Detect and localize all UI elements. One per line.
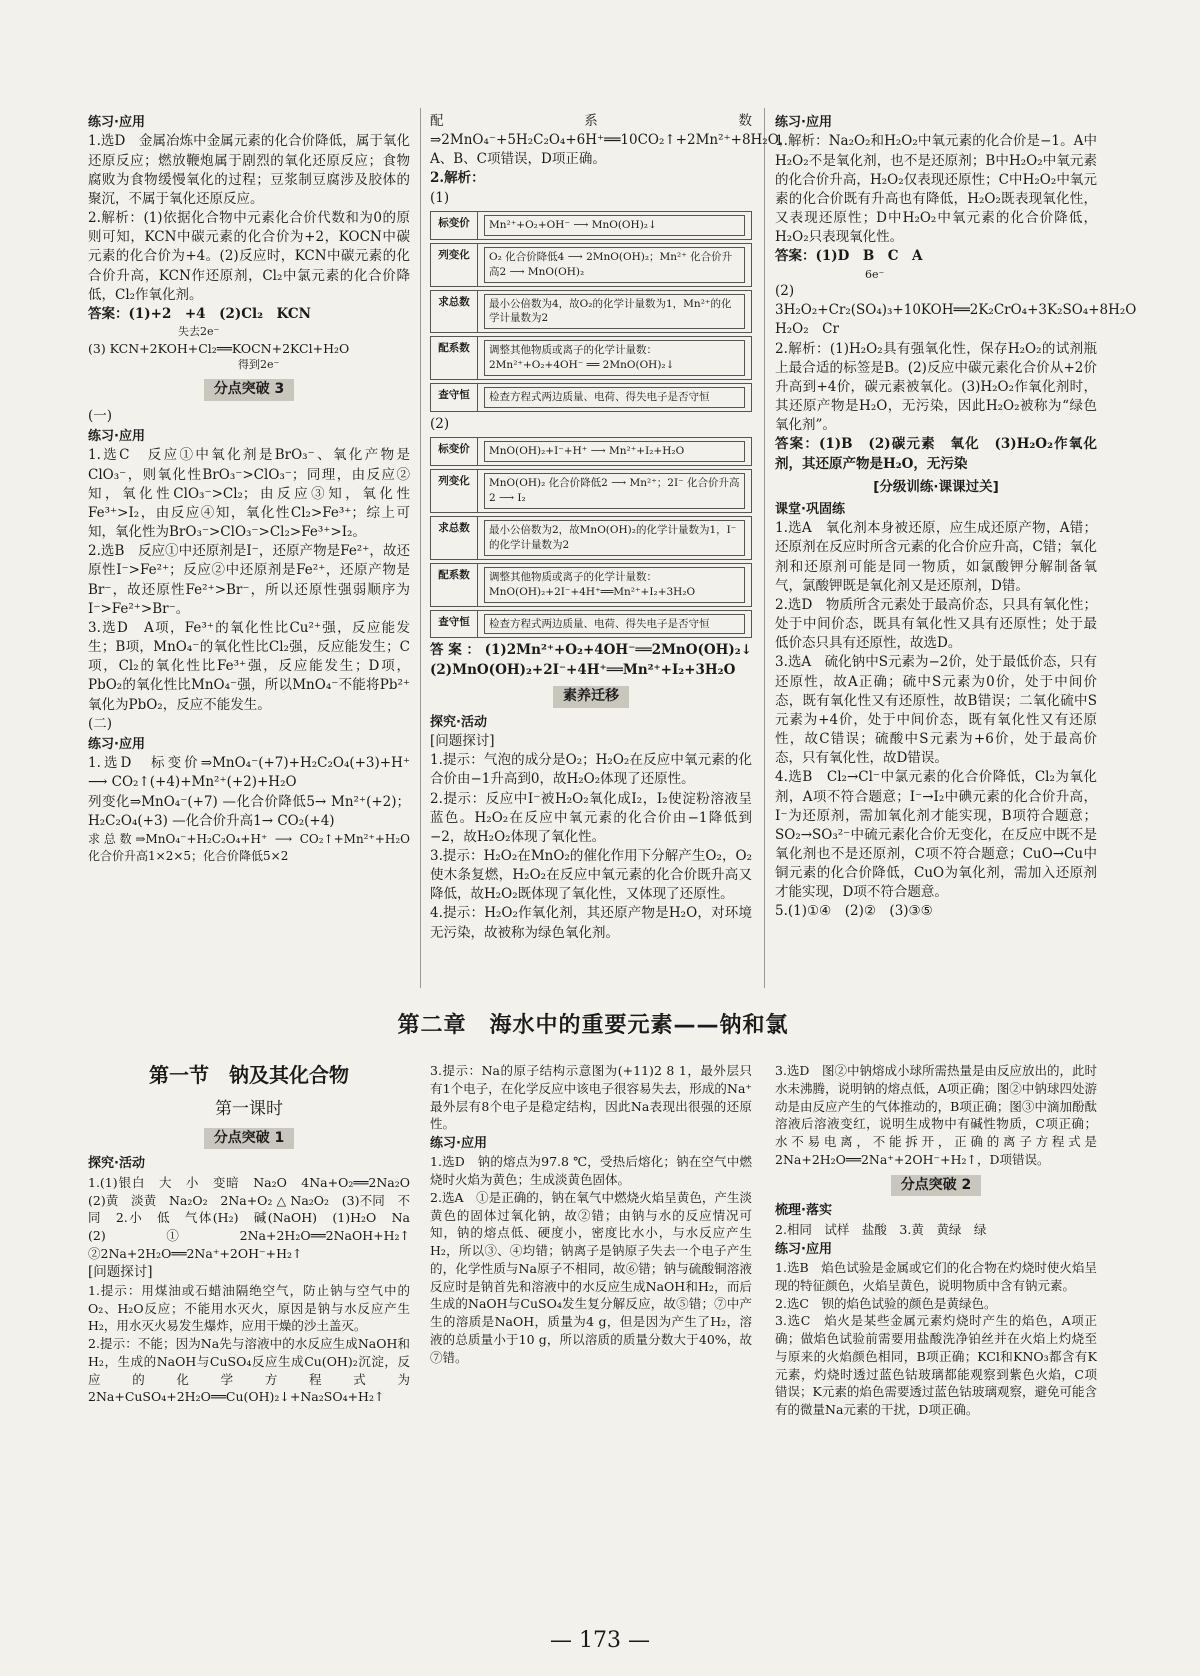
answer-paragraph: 2.选B 反应①中还原剂是I⁻，还原产物是Fe²⁺，故还原性I⁻>Fe²⁺；反应②中还原剂是Fe²⁺，还原产物是Br⁻，故还原性Fe²⁺>Br⁻，所以还原性强弱顺序为I⁻>Fe²⁺>Br⁻。 — [88, 543, 410, 617]
answer-paragraph: 2.提示：反应中I⁻被H₂O₂氧化成I₂，I₂使淀粉溶液呈蓝色。H₂O₂在反应中氧元素的化合价由−1降低到−2，故H₂O₂体现了氧化性。 — [430, 790, 752, 845]
answer-paragraph: 2.相同 试样 盐酸 3.黄 黄绿 绿 — [775, 1221, 987, 1237]
lower-column-1 — [88, 1055, 423, 1406]
section-bar-label: 分点突破 3 — [204, 379, 295, 401]
section-bar-label: 素养迁移 — [553, 686, 629, 708]
answer-paragraph: 2.解析：(1)H₂O₂具有强氧化性，保存H₂O₂的试剂瓶上最合适的标签是B。(2)反应中碳元素化合价从+2价升高到+4价，碳元素被氧化。(3)H₂O₂作氧化剂时，其还原产物是H₂O，无污染，因此H₂O₂被称为“绿色氧化剂”。 — [775, 340, 1097, 434]
flow-step-content: 调整其他物质或离子的化学计量数：2Mn²⁺+O₂+4OH⁻ ══ 2MnO(OH)₂↓ — [484, 340, 745, 376]
lesson-title: 第一课时 — [215, 1099, 283, 1120]
flow-step — [430, 336, 752, 380]
part-label: (1) — [430, 189, 450, 206]
answer-paragraph: 配系数⇒2MnO₄⁻+5H₂C₂O₄+6H⁺══10CO₂↑+2Mn²⁺+8H₂O，A、B、C项错误，D项正确。 — [430, 113, 793, 168]
flow-step-label: 查守恒 — [431, 384, 478, 411]
flow-diagram-2 — [430, 437, 752, 638]
equation: (2) 3H₂O₂+Cr₂(SO₄)₃+10KOH══2K₂CrO₄+3K₂SO₄+8H₂O H₂O₂ Cr — [775, 283, 1150, 338]
flow-step-content: 调整其他物质或离子的化学计量数：MnO(OH)₂+2I⁻+4H⁺══Mn²⁺+I₂+3H₂O — [484, 567, 745, 603]
answer-line: 答案：(1)+2 +4 (2)Cl₂ KCN — [88, 305, 311, 322]
flow-step-content: Mn²⁺+O₂+OH⁻ ⟶ MnO(OH)₂↓ — [484, 215, 745, 236]
flow-step-content: 检查方程式两边质量、电荷、得失电子是否守恒 — [484, 387, 745, 408]
section-bar-label: 分点突破 1 — [204, 1128, 295, 1150]
section-label: 课堂·巩固练 — [775, 501, 845, 517]
flow-step — [430, 563, 752, 607]
electron-transfer-label: 6e⁻ — [865, 267, 885, 281]
section-label: 练习·应用 — [775, 1241, 832, 1257]
answer-paragraph: 1.解析：Na₂O₂和H₂O₂中氧元素的化合价是−1。A中H₂O₂不是氧化剂，也不是还原剂；B中H₂O₂中氧元素的化合价升高，H₂O₂仅表现还原性；C中H₂O₂中氧元素的化合价既有升高也有降低，H₂O₂既表现氧化性，又表现还原性；D中H₂O₂中氧元素的化合价降低，H₂O₂只表现氧化性。 — [775, 133, 1097, 246]
lower-column-3 — [775, 1062, 1097, 1419]
answer-paragraph: 3.选A 硫化钠中S元素为−2价，处于最低价态，只有还原性，故A正确；硫中S元素为0价，处于中间价态，既有氧化性又有还原性，故B错误；二氧化硫中S元素为+4价，处于中间价态，既有氧化性又有还原性，故C错误；硫酸中S元素为+6价，处于最高价态，只有氧化性，故D错误。 — [775, 654, 1097, 767]
flow-step-label: 配系数 — [431, 337, 478, 379]
answer-paragraph: 1.选D 金属冶炼中金属元素的化合价降低，属于氧化还原反应；燃放鞭炮属于剧烈的氧化还原反应；食物腐败为食物缓慢氧化的过程；豆浆制豆腐涉及胶体的聚沉，不属于氧化还原反应。 — [88, 133, 410, 207]
answer-paragraph: 2.选D 物质所含元素处于最高价态，只具有氧化性；处于中间价态，既具有氧化性又具有还原性；处于最低价态只具有还原性，故选D。 — [775, 596, 1097, 652]
answer-paragraph: 1.选A 氧化剂本身被还原，应生成还原产物，A错；还原剂在反应时所含元素的化合价应升高，C错；氧化剂和还原剂可能是同一物质，如氯酸钾分解制备氧气，氯酸钾既是氧化剂又是还原剂，D错。 — [775, 520, 1097, 594]
answer-line: 答案：(1)D B C A — [775, 248, 923, 265]
answer-paragraph: 5.(1)①④ (2)② (3)③⑤ — [775, 903, 933, 920]
answer-paragraph: 1.选B 焰色试验是金属或它们的化合物在灼烧时使火焰呈现的特征颜色，火焰呈黄色，说明物质中含有钠元素。 — [775, 1260, 1097, 1293]
answer-paragraph: 3.提示：H₂O₂在MnO₂的催化作用下分解产生O₂，O₂使木条复燃，H₂O₂在反应中氧元素的化合价既升高又降低，故H₂O₂既体现了氧化性，又体现了还原性。 — [430, 848, 752, 903]
answer-paragraph: 1.选D 标变价⇒MnO₄⁻(+7)+H₂C₂O₄(+3)+H⁺ ⟶ CO₂↑(+4)+Mn²⁺(+2)+H₂O — [88, 755, 410, 791]
answer-paragraph: 4.选B Cl₂→Cl⁻中氯元素的化合价降低，Cl₂为氧化剂，A项不符合题意；I⁻→I₂中碘元素的化合价升高，I⁻为还原剂，需加氧化剂才能实现，B项符合题意；SO₂→SO₃²⁻中硫元素化合价无变化，在反应中既不是氧化剂也不是还原剂，C项不符合题意；CuO→Cu中铜元素的化合价降低，CuO为氧化剂，需加入还原剂才能实现，D项不符合题意。 — [775, 769, 1097, 901]
answer-line: 2.解析： — [430, 170, 485, 187]
section-label: 练习·应用 — [88, 736, 145, 752]
electron-gained-label: 得到2e⁻ — [238, 358, 280, 372]
flow-step — [430, 516, 752, 560]
flow-step — [430, 469, 752, 513]
flow-step-label: 查守恒 — [431, 611, 478, 638]
part-label: (一) — [88, 407, 113, 424]
page-number: — 173 — — [550, 1628, 650, 1653]
flow-step-label: 列变化 — [431, 244, 478, 286]
answer-line: 答案：(1)B (2)碳元素 氧化 (3)H₂O₂作氧化剂，其还原产物是H₂O，无污染 — [775, 436, 1097, 472]
flow-step-label: 标变价 — [431, 438, 478, 465]
section-label: 练习·应用 — [88, 115, 145, 130]
section-label: 探究·活动 — [88, 1156, 145, 1172]
flow-step-label: 配系数 — [431, 564, 478, 606]
flow-step-label: 标变价 — [431, 212, 478, 239]
flow-step-label: 求总数 — [431, 291, 478, 333]
flow-step-content: MnO(OH)₂+I⁻+H⁺ ⟶ Mn²⁺+I₂+H₂O — [484, 441, 745, 462]
lower-column-2 — [430, 1062, 752, 1366]
answer-paragraph: 3.提示：Na的原子结构示意图为(+11)2 8 1，最外层只有1个电子，在化学反应中该电子很容易失去，形成的Na⁺最外层有8个电子是稳定结构，因此Na表现出很强的还原性。 — [430, 1063, 752, 1132]
equation: (3) KCN+2KOH+Cl₂══KOCN+2KCl+H₂O — [88, 340, 350, 356]
flow-diagram-1 — [430, 211, 752, 412]
column-1 — [88, 112, 423, 865]
section-label: 探究·活动 — [430, 714, 487, 730]
flow-step — [430, 290, 752, 334]
answer-line: 答案：(1)2Mn²⁺+O₂+4OH⁻══2MnO(OH)₂↓ (2)MnO(OH)₂+2I⁻+4H⁺══Mn²⁺+I₂+3H₂O — [430, 642, 766, 678]
section-heading: [分级训练·课课过关] — [873, 478, 999, 495]
answer-paragraph: 1.选C 反应①中氧化剂是BrO₃⁻、氧化产物是ClO₃⁻，则氧化性BrO₃⁻>ClO₃⁻；同理，由反应②知，氧化性ClO₃⁻>Cl₂；由反应③知，氧化性Fe³⁺>I₂，由反应④知，氧化性Cl₂>Fe³⁺；综上可知，氧化性为BrO₃⁻>ClO₃⁻>Cl₂>Fe³⁺>I₂。 — [88, 447, 410, 541]
flow-step — [430, 610, 752, 639]
flow-step — [430, 243, 752, 287]
section-bar — [88, 379, 410, 401]
part-label: (2) — [430, 416, 450, 433]
flow-step-content: O₂ 化合价降低4 ⟶ 2MnO(OH)₂；Mn²⁺ 化合价升高2 ⟶ MnO(OH)₂ — [484, 247, 745, 283]
column-3 — [775, 112, 1150, 922]
answer-paragraph: 求总数⇒MnO₄⁻+H₂C₂O₄+H⁺ ⟶ CO₂↑+Mn²⁺+H₂O 化合价升高1×2×5；化合价降低5×2 — [88, 831, 423, 863]
answer-paragraph: 列变化⇒MnO₄⁻(+7) —化合价降低5→ Mn²⁺(+2)；H₂C₂O₄(+3) —化合价升高1→ CO₂(+4) — [88, 793, 410, 829]
chapter-title: 第二章 海水中的重要元素——钠和氯 — [397, 1013, 789, 1038]
flow-step-label: 列变化 — [431, 470, 478, 512]
answer-paragraph: 2.选C 钡的焰色试验的颜色是黄绿色。 — [775, 1295, 997, 1311]
flow-step — [430, 211, 752, 240]
section-label: 练习·应用 — [88, 429, 145, 445]
flow-step — [430, 383, 752, 412]
answer-paragraph: 1.提示：气泡的成分是O₂；H₂O₂在反应中氧元素的化合价由−1升高到0，故H₂O₂体现了还原性。 — [430, 752, 752, 788]
flow-step-label: 求总数 — [431, 517, 478, 559]
flow-step-content: MnO(OH)₂ 化合价降低2 ⟶ Mn²⁺；2I⁻ 化合价升高2 ⟶ I₂ — [484, 473, 745, 509]
section-title: 第一节 钠及其化合物 — [149, 1063, 349, 1087]
answer-paragraph: 2.解析：(1)依据化合物中元素化合价代数和为0的原则可知，KCN中碳元素的化合价为+2，KOCN中碳元素的化合价为+4。(2)反应时，KCN中碳元素的化合价升高，KCN作还原剂，Cl₂中氯元素的化合价降低，Cl₂作氧化剂。 — [88, 210, 410, 303]
answer-paragraph: 3.选D A项，Fe³⁺的氧化性比Cu²⁺强，反应能发生；B项，MnO₄⁻的氧化性比Cl₂强，反应能发生；C项，Cl₂的氧化性比Fe³⁺强，反应能发生；D项，PbO₂的氧化性比MnO₄⁻强，所以MnO₄⁻不能将Pb²⁺氧化为PbO₂，反应不能发生。 — [88, 619, 410, 713]
column-2 — [430, 112, 793, 943]
flow-step-content: 最小公倍数为4，故O₂的化学计量数为1，Mn²⁺的化学计量数为2 — [484, 294, 745, 330]
column-divider-1 — [420, 108, 421, 988]
answer-paragraph: 1.选D 钠的熔点为97.8 ℃，受热后熔化；钠在空气中燃烧时火焰为黄色；生成淡黄色固体。 — [430, 1154, 752, 1188]
answer-paragraph: 4.提示：H₂O₂作氧化剂，其还原产物是H₂O，对环境无污染，故被称为绿色氧化剂。 — [430, 905, 752, 941]
section-label: 梳理·落实 — [775, 1203, 832, 1219]
section-label: [问题探讨] — [430, 733, 495, 750]
answer-paragraph: 2.提示：不能；因为Na先与溶液中的水反应生成NaOH和H₂，生成的NaOH与CuSO₄反应生成Cu(OH)₂沉淀，反应的化学方程式为2Na+CuSO₄+2H₂O══Cu(OH)₂↓+Na₂SO₄+H₂↑ — [88, 1336, 410, 1405]
electron-lost-label: 失去2e⁻ — [178, 325, 220, 339]
section-bar — [430, 686, 752, 708]
section-bar — [88, 1128, 410, 1150]
section-label: [问题探讨] — [88, 1263, 153, 1280]
section-label: 练习·应用 — [775, 115, 832, 130]
flow-step-content: 最小公倍数为2，故MnO(OH)₂的化学计量数为1，I⁻的化学计量数为2 — [484, 520, 745, 556]
section-label: 练习·应用 — [430, 1136, 487, 1151]
answer-paragraph: 1.提示：用煤油或石蜡油隔绝空气，防止钠与空气中的O₂、H₂O反应；不能用水灭火，原因是钠与水反应产生H₂，用水灭火易发生爆炸，应用干燥的沙土盖灭。 — [88, 1282, 410, 1334]
flow-step — [430, 437, 752, 466]
column-divider-2 — [764, 108, 765, 988]
section-bar — [775, 1175, 1097, 1197]
flow-step-content: 检查方程式两边质量、电荷、得失电子是否守恒 — [484, 614, 745, 635]
answer-paragraph: 2.选A ①是正确的，钠在氧气中燃烧火焰呈黄色，产生淡黄色的固体过氧化钠，故②错；由钠与水的反应情况可知，钠的熔点低、硬度小，密度比水小，与水反应产生H₂，所以③、④均错；钠离子是钠原子失去一个电子产生的，化学性质与Na原子不相同，故⑥错；钠与硫酸铜溶液反应时是钠首先和溶液中的水反应生成NaOH和H₂，而后生成的NaOH与CuSO₄发生复分解反应，故⑤错；⑦中产生的溶质是NaOH，质量为4 g，但是因为产生了H₂，溶液的总质量小于10 g，所以溶质的质量分数大于40%，故⑦错。 — [430, 1189, 752, 1365]
part-label: (二) — [88, 715, 113, 732]
section-bar-label: 分点突破 2 — [891, 1175, 982, 1197]
answer-paragraph: 3.选C 焰火是某些金属元素灼烧时产生的焰色，A项正确；做焰色试验前需要用盐酸洗净铂丝并在火焰上灼烧至与原来的火焰颜色相同，B项正确；KCl和KNO₃都含有K元素，灼烧时透过蓝色钴玻璃都能观察到紫色火焰，C项错误；K元素的焰色需要透过蓝色钴玻璃观察，避免可能含有的微量Na元素的干扰，D项正确。 — [775, 1313, 1097, 1418]
answer-paragraph: 1.(1)银白 大 小 变暗 Na₂O 4Na+O₂══2Na₂O (2)黄 淡黄 Na₂O₂ 2Na+O₂ △ Na₂O₂ (3)不同 不同 2.小 低 气体(H₂) 碱(NaOH) (1)H₂O Na (2)①2Na+2H₂O══2NaOH+H₂↑ ②2Na+2H₂O══2Na⁺+2OH⁻+H₂↑ — [88, 1174, 423, 1261]
answer-paragraph: 3.选D 图②中钠熔成小球所需热量是由反应放出的，此时水未沸腾，说明钠的熔点低，A项正确；图②中钠球四处游动是由反应产生的气体推动的，B项正确；图③中滴加酚酞溶液后溶液变红，说明生成物中有碱性物质，C项正确；水不易电离，不能拆开，正确的离子方程式是2Na+2H₂O══2Na⁺+2OH⁻+H₂↑，D项错误。 — [775, 1063, 1097, 1167]
